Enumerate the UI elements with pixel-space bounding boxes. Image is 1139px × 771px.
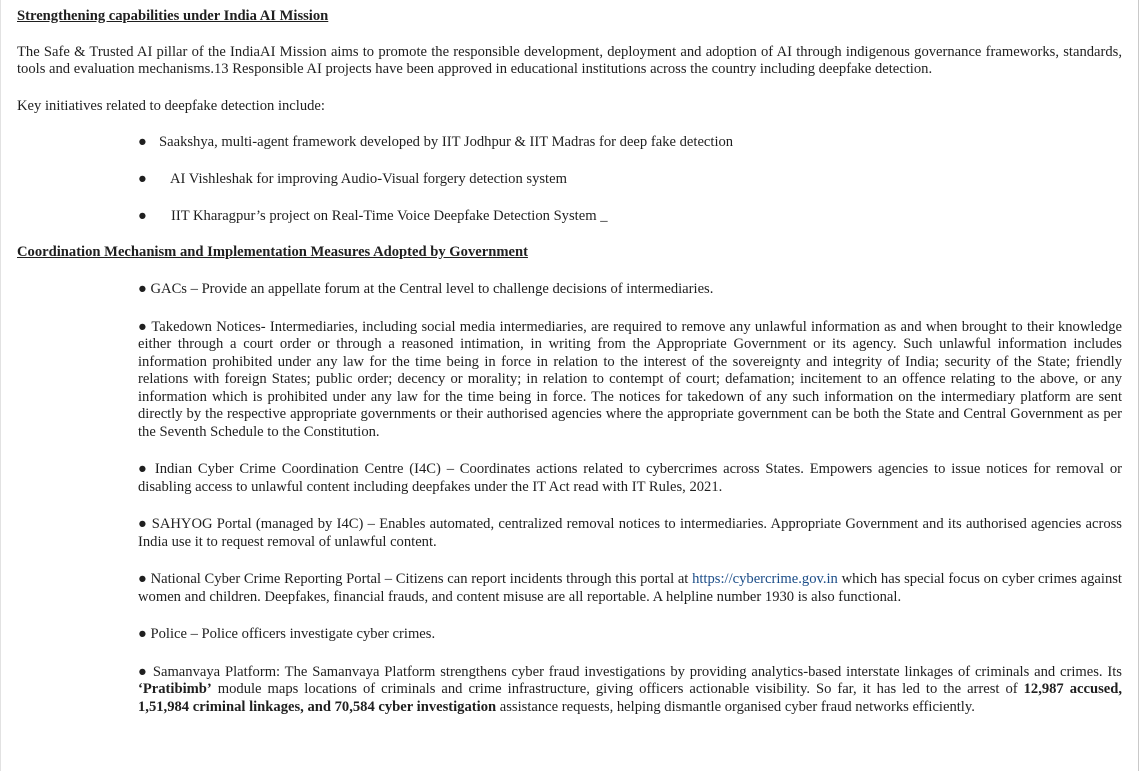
cybercrime-portal-link[interactable]: https://cybercrime.gov.in bbox=[692, 571, 838, 587]
initiative-item bbox=[17, 171, 1122, 189]
pratibimb-module-name: ‘Pratibimb’ bbox=[138, 681, 212, 697]
measure-item-samanvaya bbox=[138, 664, 1122, 717]
bullet-icon: ● bbox=[138, 281, 147, 297]
document-body bbox=[17, 8, 1122, 716]
bullet-icon: ● bbox=[138, 318, 148, 335]
initiative-item bbox=[17, 208, 1122, 226]
initiative-text: Saakshya, multi-agent framework developed by IIT Jodhpur & IIT Madras for deep fake detection bbox=[159, 134, 734, 150]
section-heading-india-ai-mission: Strengthening capabilities under India AI Mission bbox=[17, 8, 329, 24]
measure-item-sahyog bbox=[138, 516, 1122, 551]
bullet-icon: ● bbox=[138, 626, 147, 642]
measure-text: Police – Police officers investigate cyber crimes. bbox=[150, 626, 436, 642]
safe-trusted-ai-paragraph: The Safe & Trusted AI pillar of the IndiaAI Mission aims to promote the responsible development, deployment and adoption of AI through indigenous governance frameworks, standards, tools and evaluation mechanisms.13 Responsible AI projects have been approved in educational institutions across the country including deepfake detection. bbox=[17, 43, 1122, 77]
initiative-text: IIT Kharagpur’s project on Real-Time Voice Deepfake Detection System bbox=[171, 208, 597, 224]
bullet-icon: ● bbox=[138, 663, 149, 680]
ncrp-text-before: National Cyber Crime Reporting Portal – Citizens can report incidents through this portal at bbox=[150, 571, 693, 587]
bullet-icon: ● bbox=[138, 516, 148, 532]
measure-text: SAHYOG Portal (managed by I4C) – Enables automated, centralized removal notices to intermediaries. Appropriate Government and its authorised agencies across India use it to request removal of unlawful content. bbox=[138, 516, 1122, 550]
samanvaya-stats: 12,987 accused, 1,51,984 criminal linkages, and 70,584 cyber investigation bbox=[138, 681, 1122, 715]
bullet-icon: ● bbox=[138, 171, 147, 187]
measure-item-police bbox=[138, 626, 1122, 644]
measure-item-i4c bbox=[138, 461, 1122, 496]
measure-item-takedown bbox=[138, 319, 1122, 442]
key-initiatives-intro: Key initiatives related to deepfake detection include: bbox=[17, 97, 325, 114]
samanvaya-text-3: assistance requests, helping dismantle organised cyber fraud networks efficiently. bbox=[496, 698, 975, 715]
measure-text: Takedown Notices- Intermediaries, including social media intermediaries, are required to remove any unlawful information as and when brought to their knowledge either through a court order or through a reasoned intimation, in writing from the Appropriate Government or its agency. Such unlawful information includes information prohibited under any law for the time being in force in relation to the interest of the sovereignty and integrity of India; security of the State; friendly relations with foreign States; public order; decency or morality; in relation to contempt of court; defamation; incitement to an offence relating to the above, or any information which is prohibited under any law for the time being in force. The notices for takedown of any such information on the intermediary platform are sent directly by the respective appropriate governments or their authorised agencies where the appropriate government can be both the State and Central Government as per the Seventh Schedule to the Constitution. bbox=[138, 318, 1122, 440]
initiative-item bbox=[17, 134, 1122, 152]
bullet-icon: ● bbox=[138, 208, 147, 224]
ncrp-text-after: which has special focus on cyber crimes against women and children. Deepfakes, financial frauds, and content misuse are all reportable. A helpline number 1930 is also functional. bbox=[138, 571, 1122, 605]
samanvaya-text-2: module maps locations of criminals and crime infrastructure, giving officers actionable visibility. So far, it has led to the arrest of bbox=[211, 681, 1024, 697]
measure-text: Indian Cyber Crime Coordination Centre (I4C) – Coordinates actions related to cybercrimes across States. Empowers agencies to issue notices for removal or disabling access to unlawful content including deepfakes under the IT Act read with IT Rules, 2021. bbox=[138, 461, 1122, 495]
bullet-icon: ● bbox=[138, 134, 147, 150]
trailing-mark: _ bbox=[600, 208, 608, 224]
initiative-text: AI Vishleshak for improving Audio-Visual forgery detection system bbox=[170, 171, 567, 187]
bullet-icon: ● bbox=[138, 571, 147, 587]
measure-text: GACs – Provide an appellate forum at the Central level to challenge decisions of intermediaries. bbox=[150, 281, 714, 297]
measure-item-gacs bbox=[138, 281, 1122, 299]
bullet-icon: ● bbox=[138, 461, 149, 477]
section-heading-coordination: Coordination Mechanism and Implementation Measures Adopted by Government bbox=[17, 243, 528, 260]
initiative-text-wrap bbox=[171, 208, 608, 226]
measure-item-ncrp bbox=[138, 571, 1122, 606]
samanvaya-text-1: Samanvaya Platform: The Samanvaya Platform strengthens cyber fraud investigations by providing analytics-based interstate linkages of criminals and crimes. Its bbox=[152, 663, 1122, 680]
